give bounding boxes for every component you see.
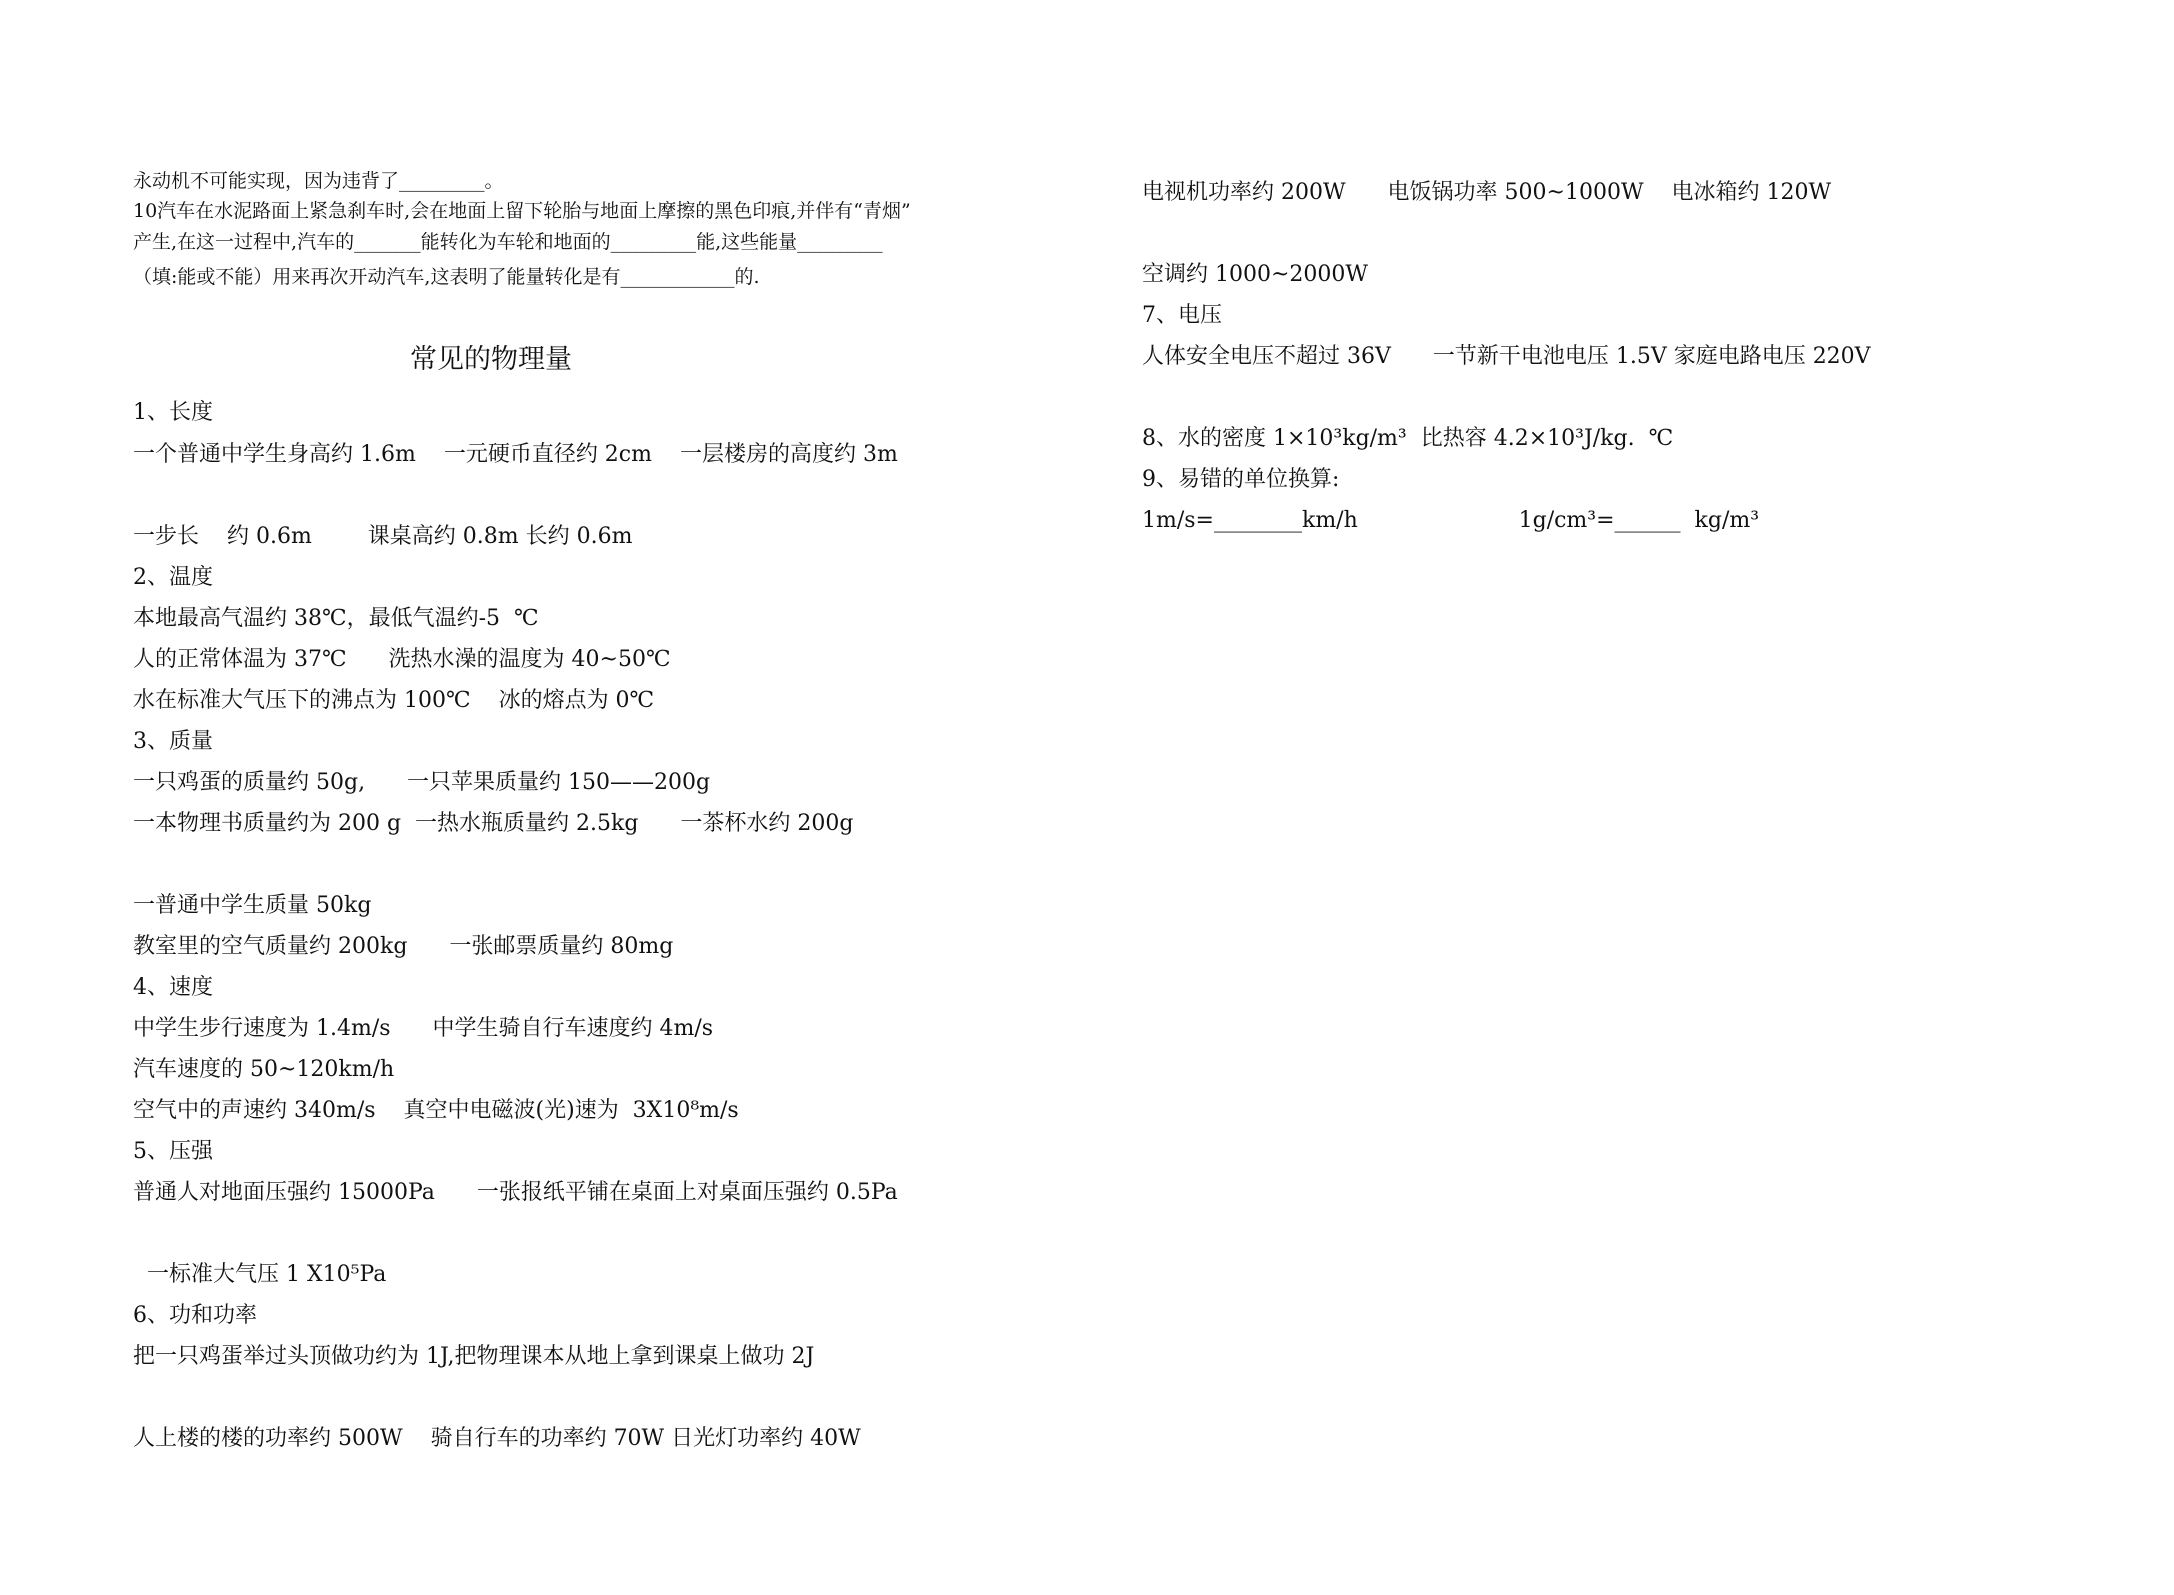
left-line: 本地最高气温约 38℃，最低气温约-5 ℃ xyxy=(133,606,539,631)
left-line: 空气中的声速约 340m/s 真空中电磁波(光)速为 3X10⁸m/s xyxy=(133,1098,739,1123)
left-line: 普通人对地面压强约 15000Pa 一张报纸平铺在桌面上对桌面压强约 0.5Pa xyxy=(133,1180,898,1205)
left-line: 3、质量 xyxy=(133,729,213,754)
left-line: 一步长 约 0.6m 课桌高约 0.8m 长约 0.6m xyxy=(133,524,633,549)
left-line: 水在标准大气压下的沸点为 100℃ 冰的熔点为 0℃ xyxy=(133,688,655,713)
right-line: 7、电压 xyxy=(1142,303,1222,328)
right-line: 8、水的密度 1×10³kg/m³ 比热容 4.2×10³J/kg. ℃ xyxy=(1142,426,1674,451)
left-line: 把一只鸡蛋举过头顶做功约为 1J,把物理课本从地上拿到课桌上做功 2J xyxy=(133,1344,815,1369)
left-line: 一本物理书质量约为 200 g 一热水瓶质量约 2.5kg 一茶杯水约 200g xyxy=(133,811,854,836)
left-line: 6、功和功率 xyxy=(133,1303,257,1328)
intro-line-4: （填:能或不能）用来再次开动汽车,这表明了能量转化是有____________的. xyxy=(133,266,760,288)
left-line: 一只鸡蛋的质量约 50g, 一只苹果质量约 150——200g xyxy=(133,770,711,795)
left-line: 人的正常体温为 37℃ 洗热水澡的温度为 40~50℃ xyxy=(133,647,671,672)
intro-line-3: 产生,在这一过程中,汽车的_______能转化为车轮和地面的_________能,这些能量_________ xyxy=(133,231,883,253)
left-line: 4、速度 xyxy=(133,975,213,1000)
intro-line-2: 10汽车在水泥路面上紧急刹车时,会在地面上留下轮胎与地面上摩擦的黑色印痕,并伴有“青烟” xyxy=(133,200,911,222)
right-line: 电视机功率约 200W 电饭锅功率 500~1000W 电冰箱约 120W xyxy=(1142,180,1832,205)
right-line: 空调约 1000~2000W xyxy=(1142,262,1369,287)
left-line: 1、长度 xyxy=(133,400,213,425)
right-line: 1m/s=________km/h 1g/cm³=______ kg/m³ xyxy=(1142,508,1760,533)
left-line: 一普通中学生质量 50kg xyxy=(133,893,372,918)
left-line: 汽车速度的 50~120km/h xyxy=(133,1057,395,1082)
left-line: 教室里的空气质量约 200kg 一张邮票质量约 80mg xyxy=(133,934,674,959)
left-line: 2、温度 xyxy=(133,565,213,590)
left-line: 中学生步行速度为 1.4m/s 中学生骑自行车速度约 4m/s xyxy=(133,1016,714,1041)
right-line: 人体安全电压不超过 36V 一节新干电池电压 1.5V 家庭电路电压 220V xyxy=(1142,344,1871,369)
section-title: 常见的物理量 xyxy=(410,344,572,375)
right-line: 9、易错的单位换算: xyxy=(1142,467,1340,492)
left-line: 一个普通中学生身高约 1.6m 一元硬币直径约 2cm 一层楼房的高度约 3m xyxy=(133,442,898,467)
left-line: 一标准大气压 1 X10⁵Pa xyxy=(133,1262,387,1287)
left-line: 人上楼的楼的功率约 500W 骑自行车的功率约 70W 日光灯功率约 40W xyxy=(133,1426,861,1451)
intro-line-1: 永动机不可能实现，因为违背了_________。 xyxy=(133,170,504,192)
left-line: 5、压强 xyxy=(133,1139,213,1164)
